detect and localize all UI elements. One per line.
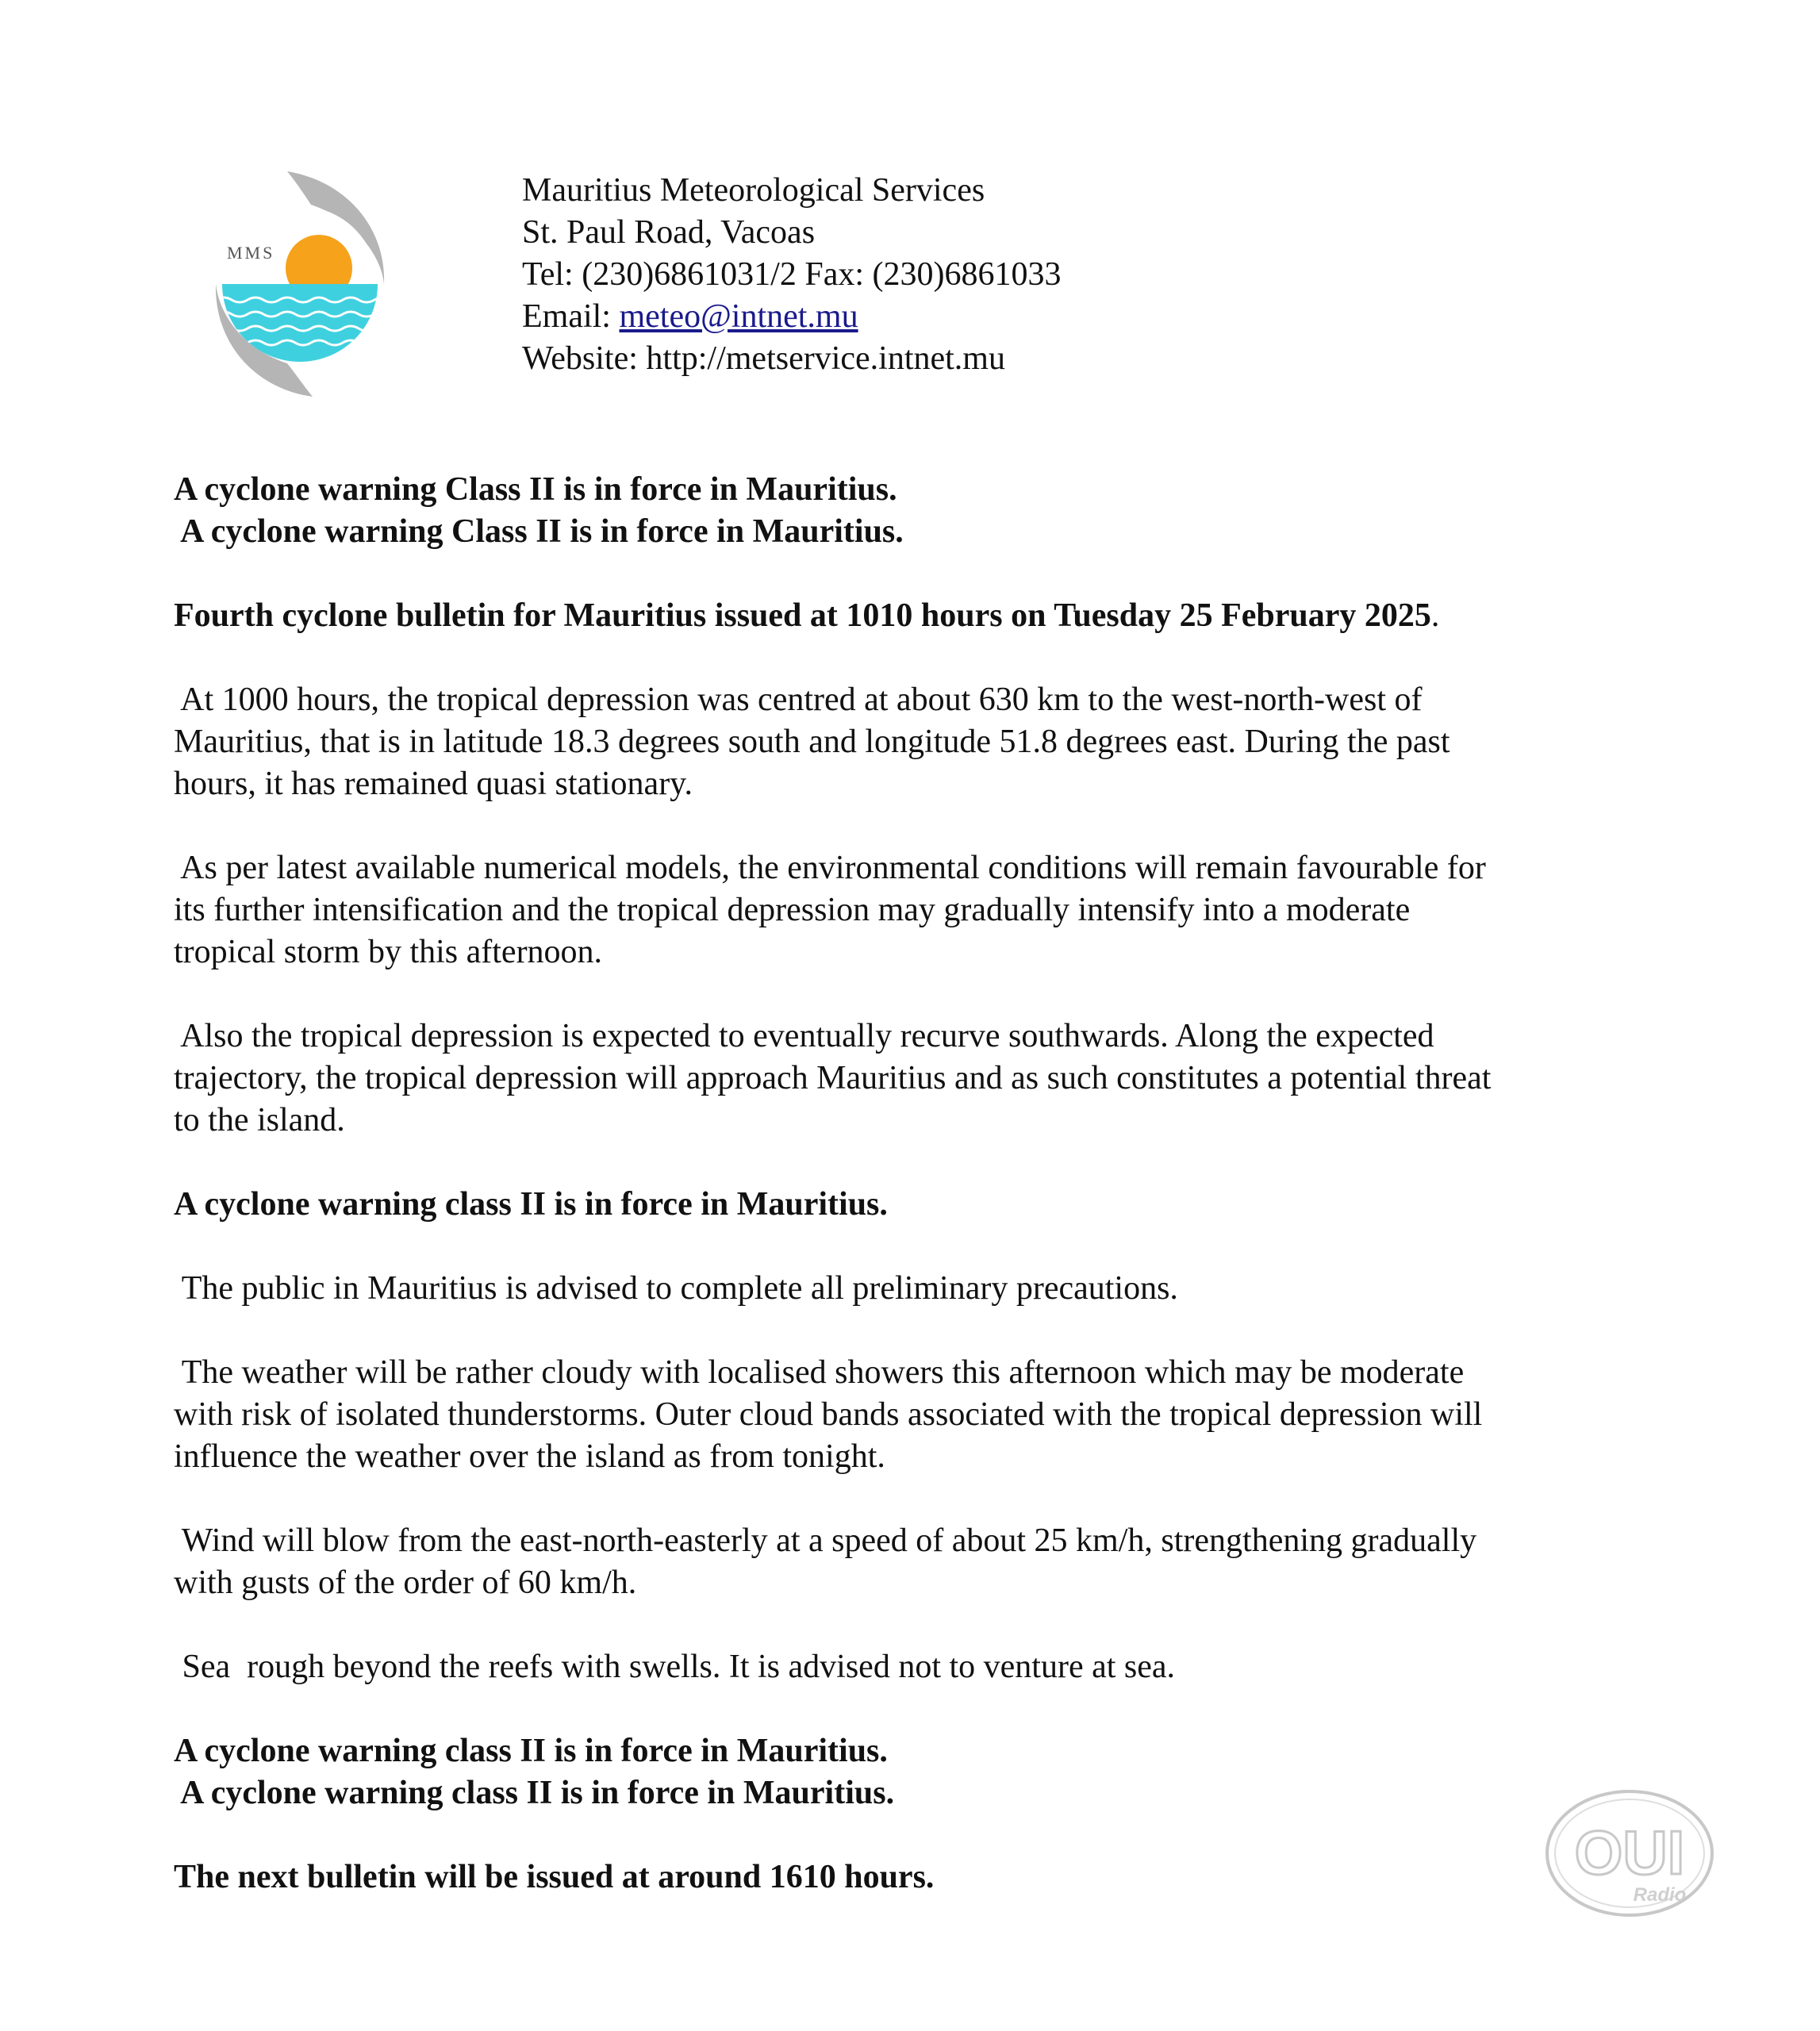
paragraph-line: its further intensification and the tropical depression may gradually intensify into a moderate	[174, 892, 1411, 928]
bulletin-title-text: Fourth cyclone bulletin for Mauritius issued at 1010 hours on Tuesday 25 February 2025	[174, 597, 1431, 634]
paragraph-line: with gusts of the order of 60 km/h.	[174, 1565, 637, 1601]
paragraph-line: The public in Mauritius is advised to complete all preliminary precautions.	[174, 1270, 1178, 1307]
warning-heading: A cyclone warning class II is in force in Mauritius.	[174, 1775, 895, 1811]
next-bulletin-note: The next bulletin will be issued at around 1610 hours.	[174, 1859, 935, 1895]
paragraph-line: At 1000 hours, the tropical depression was centred at about 630 km to the west-north-west of	[174, 681, 1423, 718]
org-name: Mauritius Meteorological Services	[522, 172, 985, 209]
bulletin-title	[174, 595, 1634, 637]
paragraph-line: influence the weather over the island as from tonight.	[174, 1438, 885, 1475]
org-website: Website: http://metservice.intnet.mu	[522, 340, 1005, 377]
paragraph-line: As per latest available numerical models, the environmental conditions will remain favourable for	[174, 850, 1486, 886]
paragraph-line: Sea rough beyond the reefs with swells. It is advised not to venture at sea.	[174, 1649, 1176, 1685]
oui-radio-watermark	[1541, 1780, 1723, 1923]
email-link[interactable]: meteo@intnet.mu	[619, 298, 858, 335]
paragraph-line: Wind will blow from the east-north-easterly at a speed of about 25 km/h, strengthening gradually	[174, 1522, 1477, 1559]
org-phone: Tel: (230)6861031/2 Fax: (230)6861033	[522, 256, 1062, 293]
warning-heading: A cyclone warning class II is in force in Mauritius.	[174, 1186, 888, 1223]
header-block	[522, 170, 1062, 380]
warning-heading: A cyclone warning Class II is in force in Mauritius.	[174, 513, 904, 550]
paragraph-line: Mauritius, that is in latitude 18.3 degrees south and longitude 51.8 degrees east. During the past	[174, 724, 1450, 760]
org-email-line	[522, 296, 1062, 338]
paragraph-line: The weather will be rather cloudy with localised showers this afternoon which may be moderate	[174, 1354, 1465, 1391]
bulletin-title-period: .	[1430, 597, 1440, 634]
logo-text: MMS	[227, 243, 275, 263]
paragraph-line: trajectory, the tropical depression will approach Mauritius and as such constitutes a potential threat	[174, 1060, 1492, 1096]
watermark-brand: OUI	[1574, 1818, 1685, 1887]
paragraph-line: Also the tropical depression is expected to eventually recurve southwards. Along the expected	[174, 1018, 1434, 1054]
watermark-sub: Radio	[1633, 1884, 1687, 1906]
email-label: Email:	[522, 298, 620, 335]
org-address: St. Paul Road, Vacoas	[522, 214, 816, 251]
warning-heading: A cyclone warning Class II is in force in Mauritius.	[174, 471, 897, 508]
paragraph-line: hours, it has remained quasi stationary.	[174, 766, 693, 802]
mms-logo	[208, 165, 390, 403]
bulletin-body	[174, 469, 1634, 1899]
warning-heading: A cyclone warning class II is in force in Mauritius.	[174, 1733, 888, 1769]
paragraph-line: to the island.	[174, 1102, 345, 1138]
paragraph-line: tropical storm by this afternoon.	[174, 934, 603, 970]
paragraph-line: with risk of isolated thunderstorms. Outer cloud bands associated with the tropical depression will	[174, 1396, 1483, 1433]
